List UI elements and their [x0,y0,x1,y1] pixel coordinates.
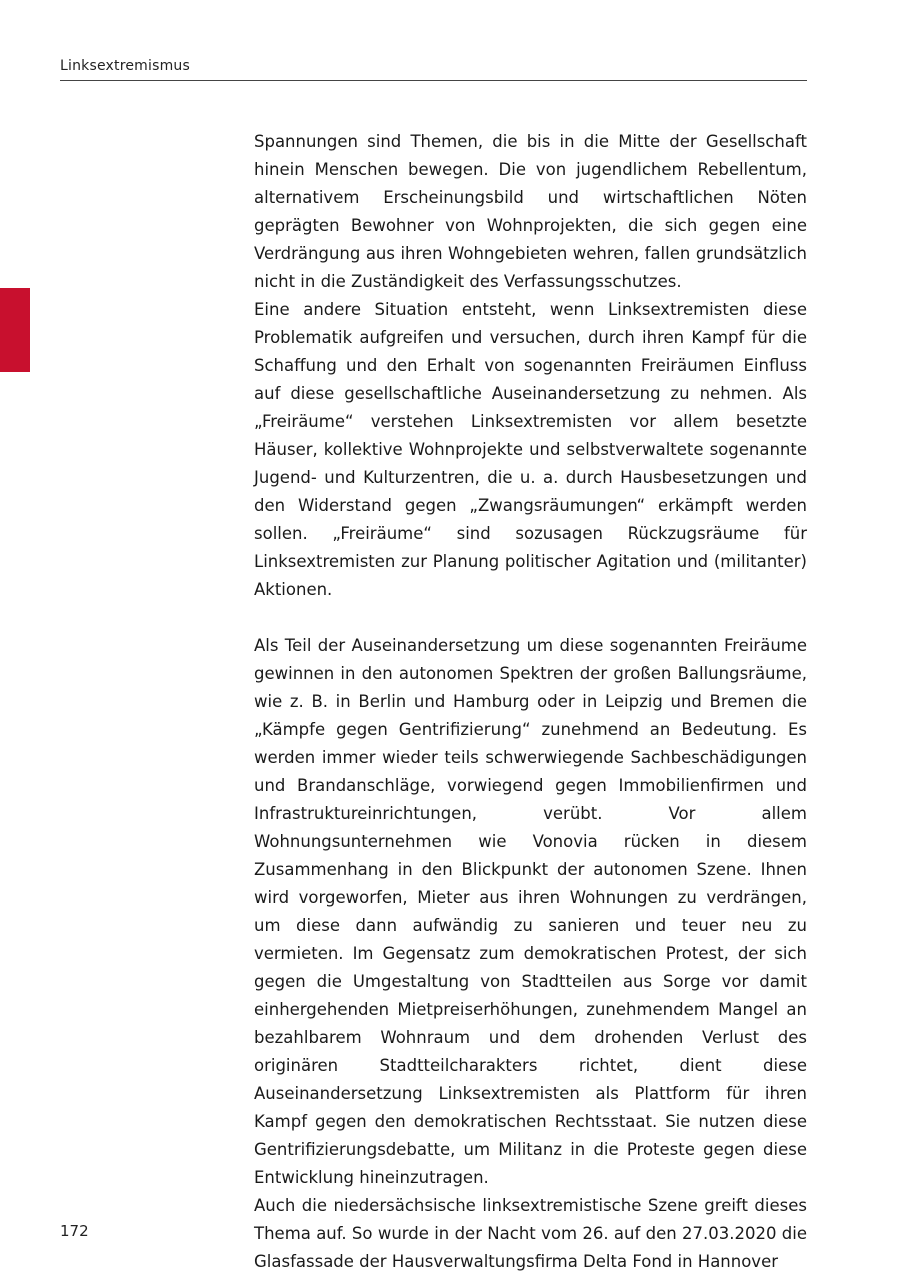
chapter-marker-tab [0,288,30,372]
paragraph: Spannungen sind Themen, die bis in die Mitte der Gesellschaft hinein Menschen bewegen. Die von jugendlichem Rebellentum, alternativem Erscheinungsbild und wirtschaftlichen Nöten geprägten Bewohner von Wohnprojekten, die sich gegen eine Verdrängung aus ihren Wohngebieten wehren, fallen grundsätzlich nicht in die Zuständigkeit des Verfassungsschutzes. [254,132,807,291]
paragraph: Eine andere Situation entsteht, wenn Linksextremisten diese Problematik aufgreifen und versuchen, durch ihren Kampf für die Schaffung und den Erhalt von sogenannten Freiräumen Einfluss auf diese gesellschaftliche Auseinandersetzung zu nehmen. Als „Freiräume“ verstehen Linksextremisten vor allem besetzte Häuser, kollektive Wohnprojekte und selbstverwaltete sogenannte Jugend- und Kulturzentren, die u. a. durch Hausbesetzungen und den Widerstand gegen „Zwangsräumungen“ erkämpft werden sollen. „Freiräume“ sind sozusagen Rückzugsräume für Linksextremisten zur Planung politischer Agitation und (militanter) Aktionen. [254,300,807,599]
main-text [254,128,807,1276]
page-number: 172 [60,1222,89,1240]
paragraph: Als Teil der Auseinandersetzung um diese sogenannten Freiräume gewinnen in den autonomen Spektren der großen Ballungsräume, wie z. B. in Berlin und Hamburg oder in Leipzig und Bremen die „Kämpfe gegen Gentrifizierung“ zunehmend an Bedeutung. Es werden immer wieder teils schwerwiegende Sachbeschädigungen und Brandanschläge, vorwiegend gegen Immobilienfirmen und Infrastruktureinrichtungen, verübt. Vor allem Wohnungsunternehmen wie Vonovia rücken in diesem Zusammenhang in den Blickpunkt der autonomen Szene. Ihnen wird vorgeworfen, Mieter aus ihren Wohnungen zu verdrängen, um diese dann aufwändig zu sanieren und teuer neu zu vermieten. Im Gegensatz zum demokratischen Protest, der sich gegen die Umgestaltung von Stadtteilen aus Sorge vor damit einhergehenden Mietpreiserhöhungen, zunehmendem Mangel an bezahlbarem Wohnraum und dem drohenden Verlust des originären Stadtteilcharakters richtet, dient diese Auseinandersetzung Linksextremisten als Plattform für ihren Kampf gegen den demokratischen Rechtsstaat. Sie nutzen diese Gentrifizierungsdebatte, um Militanz in die Proteste gegen diese Entwicklung hineinzutragen. [254,636,807,1187]
running-title: Linksextremismus [60,58,190,74]
header-divider [60,80,807,81]
paragraph: Auch die niedersächsische linksextremistische Szene greift dieses Thema auf. So wurde in der Nacht vom 26. auf den 27.03.2020 die Glasfassade der Hausverwaltungsfirma Delta Fond in Hannover [254,1196,807,1271]
